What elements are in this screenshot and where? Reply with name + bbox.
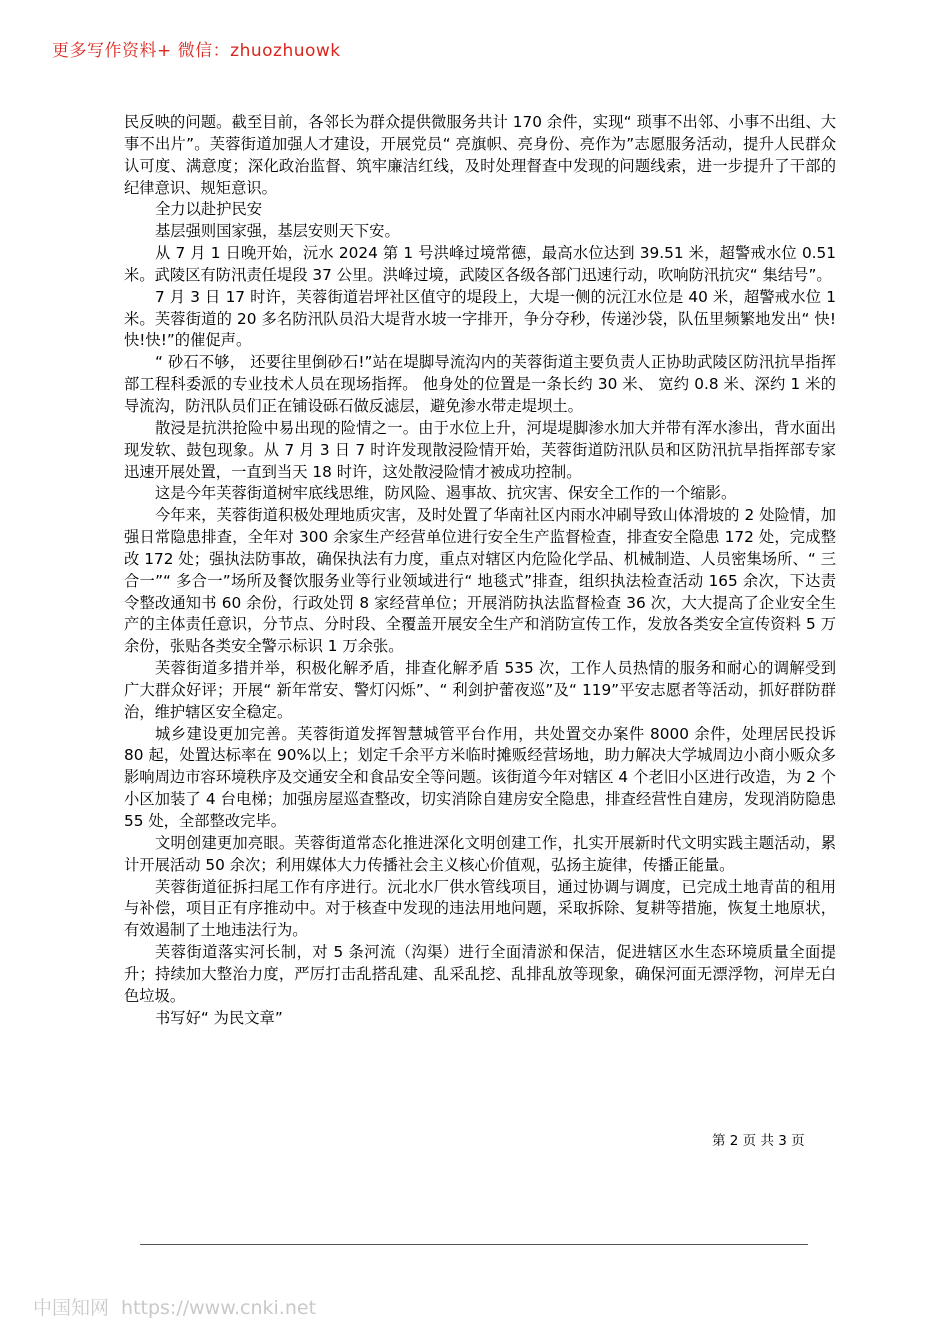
section-heading: 全力以赴护民安 <box>155 200 263 219</box>
watermark-name: 中国知网 <box>33 1297 110 1319</box>
paragraph: “ 砂石不够， 还要往里倒砂石!”站在堤脚导流沟内的芙蓉街道主要负责人正协助武陵区防汛抗旱指挥部工程科委派的专业技术人员在现场指挥。 他身处的位置是一条长约 30 米、 宽约 0.8 米、深约 1 米的导流沟，防汛队员们正在铺设砾石做反滤层，避免渗水带走堤坝土。 <box>124 353 836 415</box>
article-body <box>124 112 836 1029</box>
paragraph: 芙蓉街道落实河长制，对 5 条河流（沟渠）进行全面清淤和保洁，促进辖区水生态环境质量全面提升；持续加大整治力度，严厉打击乱搭乱建、乱采乱挖、乱排乱放等现象，确保河面无漂浮物，河岸无白色垃圾。 <box>124 943 836 1005</box>
paragraph: 这是今年芙蓉街道树牢底线思维，防风险、遏事故、抗灾害、保安全工作的一个缩影。 <box>155 484 737 503</box>
paragraph: 芙蓉街道多措并举，积极化解矛盾，排查化解矛盾 535 次，工作人员热情的服务和耐心的调解受到广大群众好评；开展“ 新年常安、警灯闪烁”、“ 利剑护蕾夜巡”及“ 119”平安志愿者等活动，抓好群防群治，维护辖区安全稳定。 <box>124 659 836 721</box>
paragraph: 从 7 月 1 日晚开始，沅水 2024 第 1 号洪峰过境常德，最高水位达到 39.51 米，超警戒水位 0.51 米。武陵区有防汛责任堤段 37 公里。洪峰过境，武陵区各级各部门迅速行动，吹响防汛抗灾“ 集结号”。 <box>124 244 836 284</box>
paragraph: 芙蓉街道征拆扫尾工作有序进行。沅北水厂供水管线项目，通过协调与调度，已完成土地青苗的租用与补偿，项目正有序推动中。对于核查中发现的违法用地问题，采取拆除、复耕等措施，恢复土地原状，有效遏制了土地违法行为。 <box>124 877 836 940</box>
paragraph: 7 月 3 日 17 时许，芙蓉街道岩坪社区值守的堤段上，大堤一侧的沅江水位是 40 米，超警戒水位 1 米。芙蓉街道的 20 多名防汛队员沿大堤背水坡一字排开，争分夺秒，传递沙袋，队伍里频繁地发出“ 快!快!快!”的催促声。 <box>124 287 836 350</box>
paragraph: 文明创建更加亮眼。芙蓉街道常态化推进深化文明创建工作，扎实开展新时代文明实践主题活动，累计开展活动 50 余次；利用媒体大力传播社会主义核心价值观，弘扬主旋律，传播正能量。 <box>124 833 836 874</box>
promo-banner: 更多写作资料+ 微信：zhuozhuowk <box>52 41 341 61</box>
watermark <box>33 1293 316 1320</box>
watermark-url: https://www.cnki.net <box>121 1297 317 1319</box>
paragraph: 城乡建设更加完善。芙蓉街道发挥智慧城管平台作用，共处置交办案件 8000 余件，处理居民投诉 80 起，处置达标率在 90%以上；划定千余平方米临时摊贩经营场地，助力解决大学城周边小商小贩众多影响周边市容环境秩序及交通安全和食品安全等问题。该街道今年对辖区 4 个老旧小区进行改造，为 2 个小区加装了 4 台电梯；加强房屋巡查整改，切实消除自建房安全隐患，排查经营性自建房，发现消防隐患 55 处，全部整改完毕。 <box>124 724 836 830</box>
footer-divider <box>140 1244 808 1245</box>
paragraph: 基层强则国家强，基层安则天下安。 <box>155 222 400 241</box>
page-number: 第 2 页 共 3 页 <box>712 1133 805 1149</box>
paragraph: 民反映的问题。截至目前，各邻长为群众提供微服务共计 170 余件，实现“ 琐事不出邻、小事不出组、大事不出片”。芙蓉街道加强人才建设，开展党员“ 亮旗帜、亮身份、亮作为”志愿服务活动，提升人民群众认可度、满意度；深化政治监督、筑牢廉洁红线，及时处理督查中发现的问题线索，进一步提升了干部的纪律意识、规矩意识。 <box>124 113 836 197</box>
paragraph: 散浸是抗洪抢险中易出现的险情之一。由于水位上升，河堤堤脚渗水加大并带有浑水渗出，背水面出现发软、鼓包现象。从 7 月 3 日 7 时许发现散浸险情开始，芙蓉街道防汛队员和区防汛抗旱指挥部专家迅速开展处置，一直到当天 18 时许，这处散浸险情才被成功控制。 <box>124 418 836 481</box>
paragraph: 今年来，芙蓉街道积极处理地质灾害，及时处置了华南社区内雨水冲刷导致山体滑坡的 2 处险情，加强日常隐患排查，全年对 300 余家生产经营单位进行安全生产监督检查，排查安全隐患 172 处，完成整改 172 处；强执法防事故，确保执法有力度，重点对辖区内危险化学品、机械制造、人员密集场所、“ 三合一”“ 多合一”场所及餐饮服务业等行业领域进行“ 地毯式”排查，组织执法检查活动 165 余次，下达责令整改通知书 60 余份，行政处罚 8 家经营单位；开展消防执法监督检查 36 次，大大提高了企业安全生产的主体责任意识，分节点、分时段、全覆盖开展安全生产和消防宣传工作，发放各类安全宣传资料 5 万余份，张贴各类安全警示标识 1 万余张。 <box>124 506 836 656</box>
section-heading: 书写好“ 为民文章” <box>155 1008 283 1027</box>
